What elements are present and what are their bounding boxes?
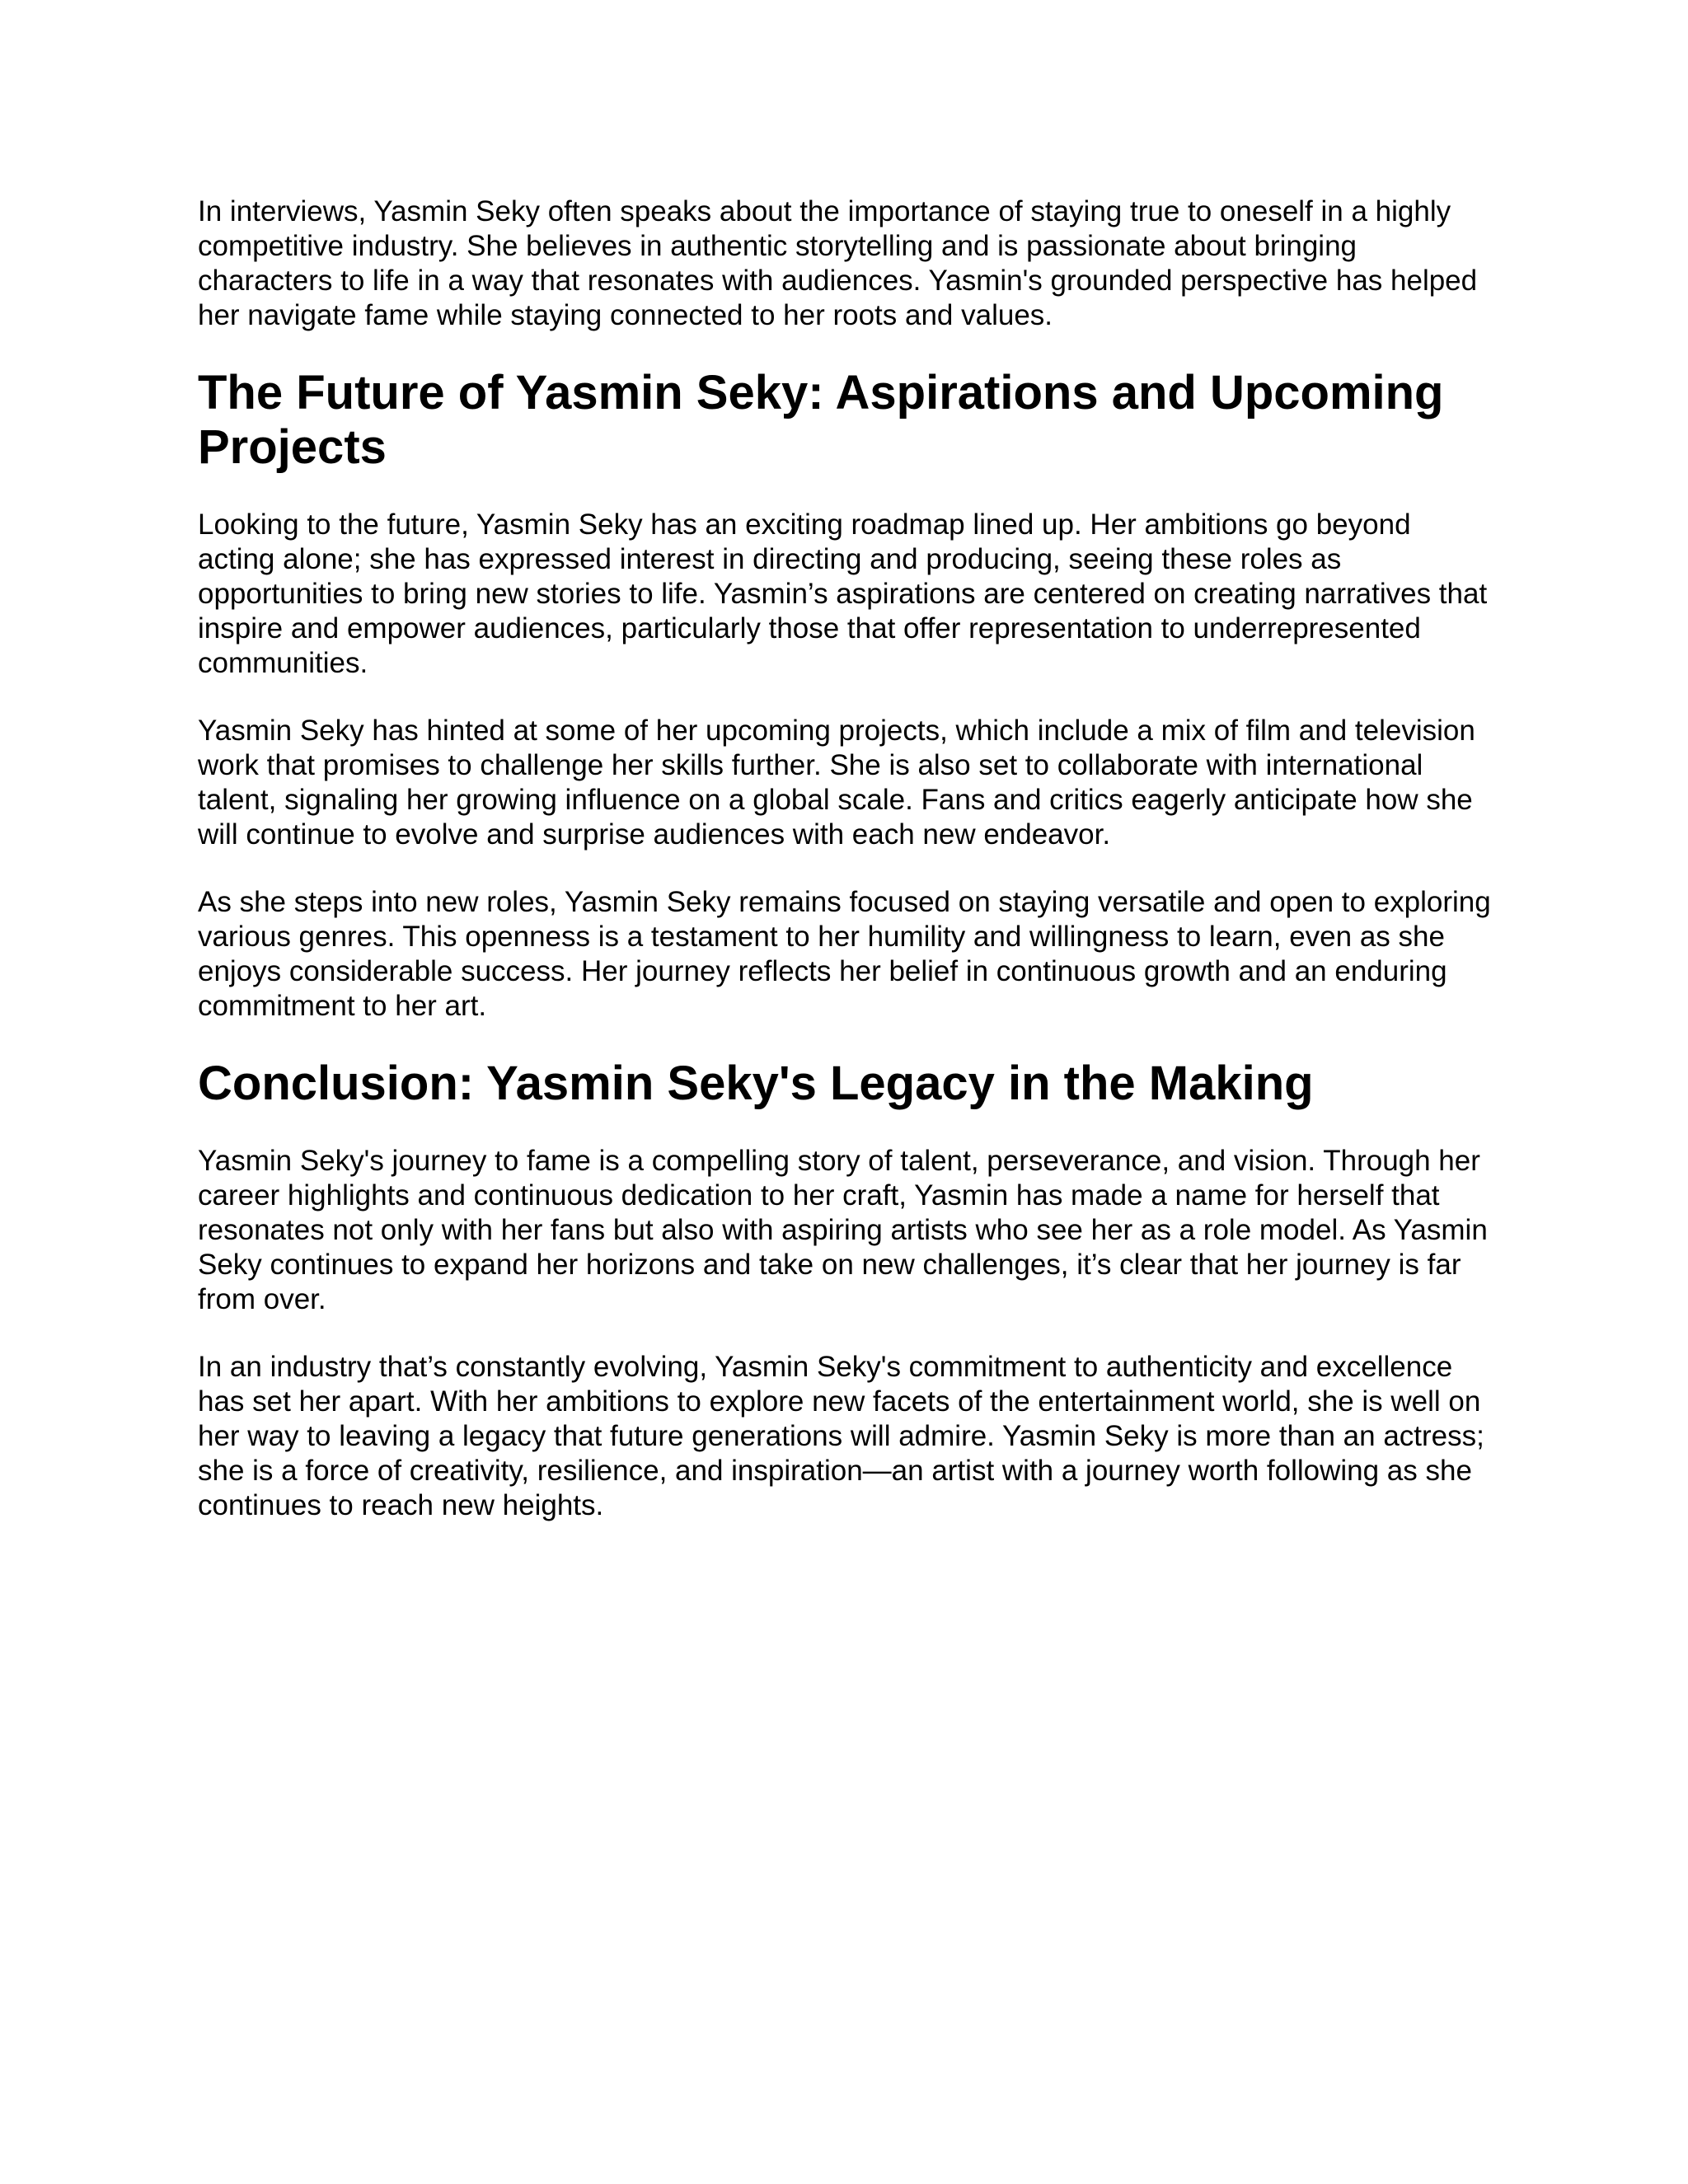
document-body [198,194,1493,1556]
future-paragraph-1: Looking to the future, Yasmin Seky has an exciting roadmap lined up. Her ambitions go beyond acting alone; she has expressed interest in directing and producing, seeing these roles as opportunities to bring new stories to life. Yasmin’s aspirations are centered on creating narratives that inspire and empower audiences, particularly those that offer representation to underrepresented communities. [198,509,1488,679]
future-paragraph-2: Yasmin Seky has hinted at some of her upcoming projects, which include a mix of film and television work that promises to challenge her skills further. She is also set to collaborate with international talent, signaling her growing influence on a global scale. Fans and critics eagerly anticipate how she will continue to evolve and surprise audiences with each new endeavor. [198,715,1475,851]
future-paragraph-3: As she steps into new roles, Yasmin Seky remains focused on staying versatile and open to exploring various genres. This openness is a testament to her humility and willingness to learn, even as she enjoys considerable success. Her journey reflects her belief in continuous growth and an enduring commitment to her art. [198,886,1491,1022]
section-heading-conclusion: Conclusion: Yasmin Seky's Legacy in the Making [198,1057,1314,1110]
intro-paragraph: In interviews, Yasmin Seky often speaks about the importance of staying true to oneself in a highly competitive industry. She believes in authentic storytelling and is passionate about bringing characters to life in a way that resonates with audiences. Yasmin's grounded perspective has helped her navigate fame while staying connected to her roots and values. [198,195,1478,331]
conclusion-paragraph-2: In an industry that’s constantly evolving, Yasmin Seky's commitment to authenticity and excellence has set her apart. With her ambitions to explore new facets of the entertainment world, she is well on her way to leaving a legacy that future generations will admire. Yasmin Seky is more than an actress; she is a force of creativity, resilience, and inspiration—an artist with a journey worth following as she continues to reach new heights. [198,1351,1484,1521]
section-heading-future: The Future of Yasmin Seky: Aspirations and Upcoming Projects [198,366,1444,474]
conclusion-paragraph-1: Yasmin Seky's journey to fame is a compelling story of talent, perseverance, and vision. Through her career highlights and continuous dedication to her craft, Yasmin has made a name for herself that resonates not only with her fans but also with aspiring artists who see her as a role model. As Yasmin Seky continues to expand her horizons and take on new challenges, it’s clear that her journey is far from over. [198,1145,1488,1315]
